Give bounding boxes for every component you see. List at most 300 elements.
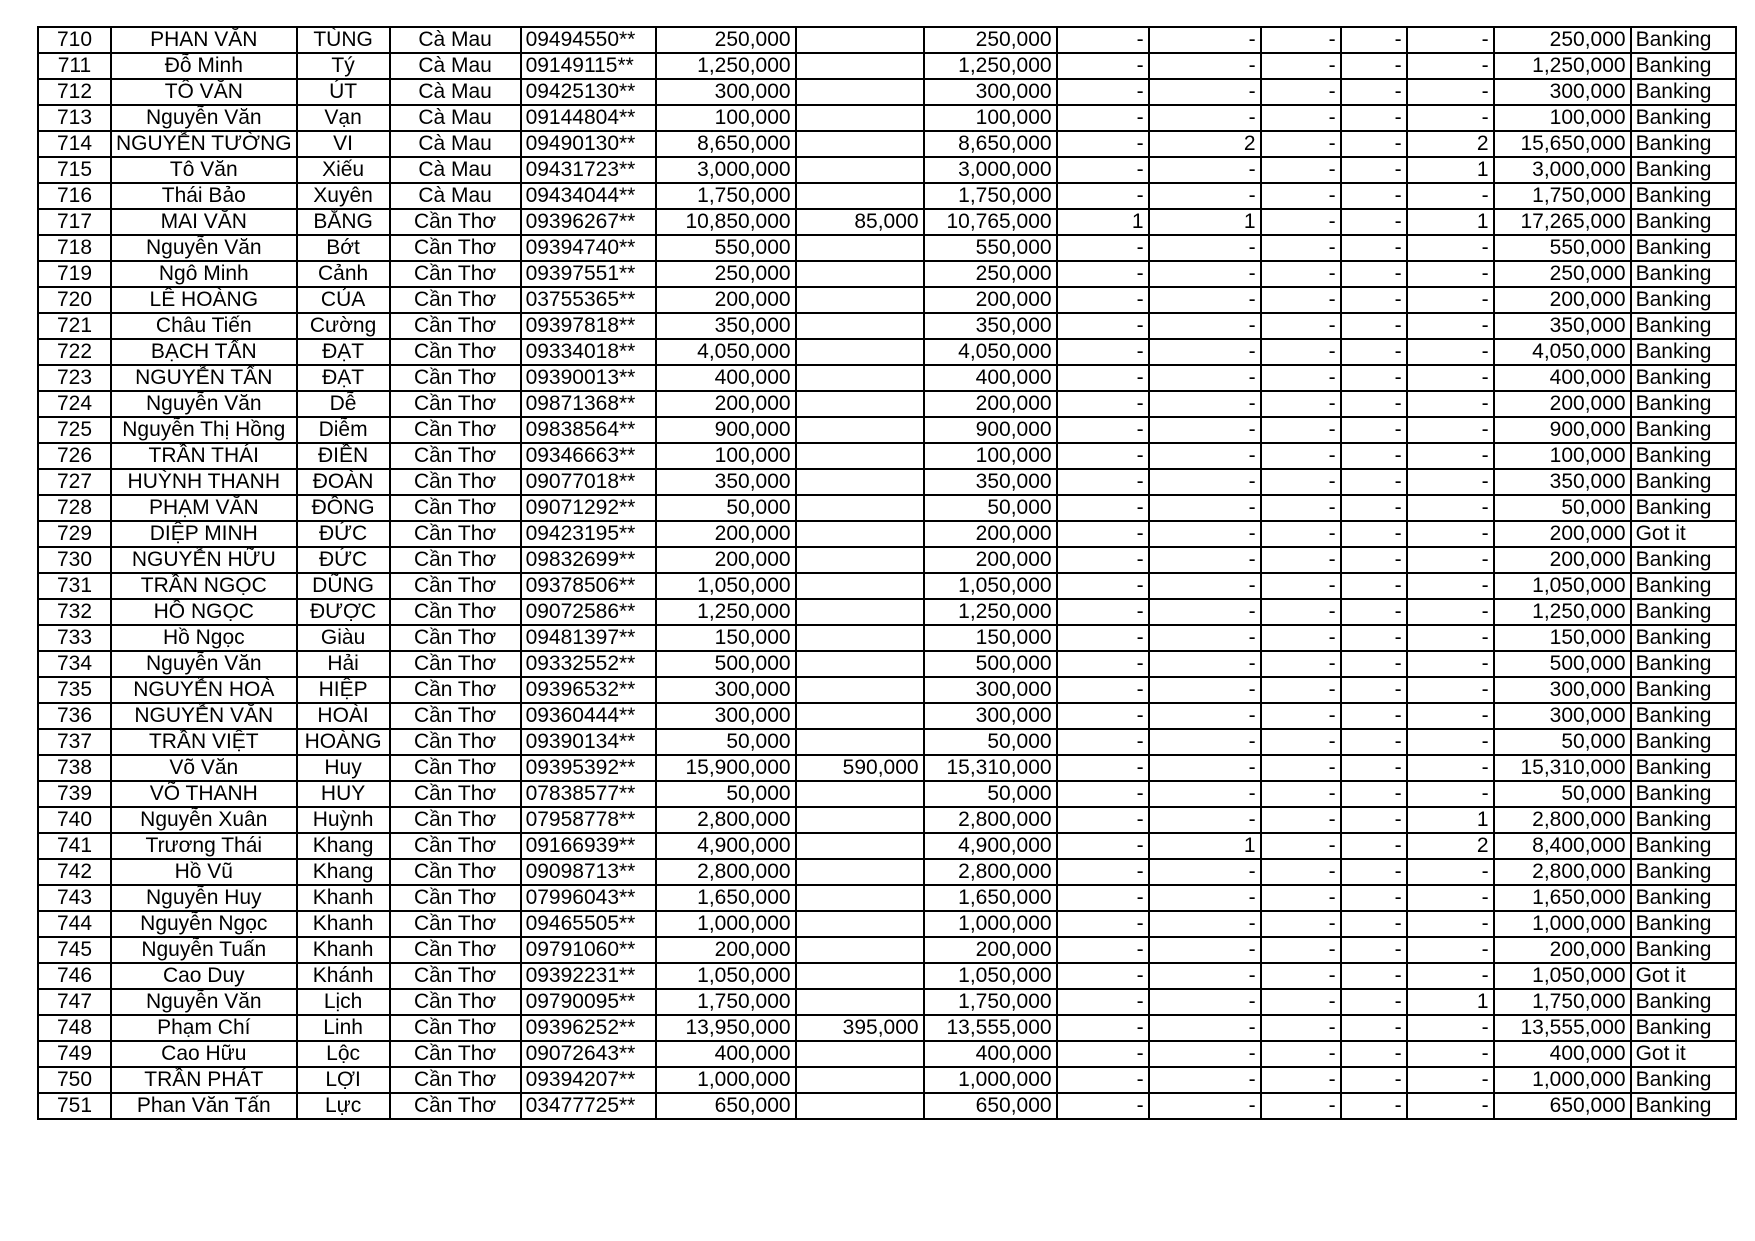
row-number-cell: 748: [38, 1015, 111, 1041]
total-amount-cell: 200,000: [1494, 287, 1631, 313]
payment-method-cell: Banking: [1631, 261, 1736, 287]
surname-given-cell: Võ Văn: [111, 755, 297, 781]
count-d-cell: -: [1341, 651, 1407, 677]
gross-amount-cell: 300,000: [656, 79, 796, 105]
deduction-cell: [796, 131, 924, 157]
count-b-cell: -: [1149, 599, 1261, 625]
surname-given-cell: Nguyễn Huy: [111, 885, 297, 911]
deduction-cell: [796, 963, 924, 989]
count-c-cell: -: [1261, 1093, 1341, 1119]
payment-method-cell: Got it: [1631, 1041, 1736, 1067]
count-e-cell: -: [1407, 963, 1494, 989]
row-number-cell: 716: [38, 183, 111, 209]
surname-given-cell: Đỗ Minh: [111, 53, 297, 79]
table-row: [38, 651, 1736, 677]
count-e-cell: -: [1407, 417, 1494, 443]
total-amount-cell: 15,650,000: [1494, 131, 1631, 157]
gross-amount-cell: 200,000: [656, 937, 796, 963]
row-number-cell: 714: [38, 131, 111, 157]
table-row: [38, 547, 1736, 573]
count-e-cell: -: [1407, 781, 1494, 807]
deduction-cell: [796, 313, 924, 339]
first-name-cell: Khanh: [297, 911, 390, 937]
count-e-cell: -: [1407, 365, 1494, 391]
first-name-cell: HIỆP: [297, 677, 390, 703]
count-c-cell: -: [1261, 313, 1341, 339]
count-c-cell: -: [1261, 521, 1341, 547]
surname-given-cell: TRẦN PHÁT: [111, 1067, 297, 1093]
net-amount-cell: 100,000: [924, 443, 1057, 469]
count-a-cell: -: [1057, 1015, 1149, 1041]
surname-given-cell: Châu Tiến: [111, 313, 297, 339]
count-a-cell: -: [1057, 963, 1149, 989]
total-amount-cell: 2,800,000: [1494, 807, 1631, 833]
count-a-cell: -: [1057, 313, 1149, 339]
surname-given-cell: Hồ Ngọc: [111, 625, 297, 651]
count-b-cell: -: [1149, 729, 1261, 755]
payment-method-cell: Banking: [1631, 885, 1736, 911]
surname-given-cell: NGUYỄN TƯỜNG: [111, 131, 297, 157]
count-d-cell: -: [1341, 1015, 1407, 1041]
row-number-cell: 727: [38, 469, 111, 495]
total-amount-cell: 100,000: [1494, 443, 1631, 469]
count-a-cell: -: [1057, 729, 1149, 755]
count-c-cell: -: [1261, 859, 1341, 885]
count-e-cell: -: [1407, 287, 1494, 313]
total-amount-cell: 350,000: [1494, 313, 1631, 339]
payment-method-cell: Got it: [1631, 963, 1736, 989]
gross-amount-cell: 1,650,000: [656, 885, 796, 911]
count-b-cell: -: [1149, 989, 1261, 1015]
count-b-cell: -: [1149, 1067, 1261, 1093]
gross-amount-cell: 100,000: [656, 443, 796, 469]
surname-given-cell: Tô Văn: [111, 157, 297, 183]
total-amount-cell: 300,000: [1494, 677, 1631, 703]
row-number-cell: 718: [38, 235, 111, 261]
province-cell: Cà Mau: [390, 105, 521, 131]
province-cell: Cần Thơ: [390, 573, 521, 599]
first-name-cell: Xuyên: [297, 183, 390, 209]
count-d-cell: -: [1341, 755, 1407, 781]
count-d-cell: -: [1341, 937, 1407, 963]
payment-method-cell: Banking: [1631, 599, 1736, 625]
count-d-cell: -: [1341, 105, 1407, 131]
province-cell: Cần Thơ: [390, 1067, 521, 1093]
total-amount-cell: 1,750,000: [1494, 183, 1631, 209]
net-amount-cell: 2,800,000: [924, 807, 1057, 833]
row-number-cell: 728: [38, 495, 111, 521]
net-amount-cell: 50,000: [924, 729, 1057, 755]
net-amount-cell: 1,250,000: [924, 53, 1057, 79]
total-amount-cell: 1,250,000: [1494, 53, 1631, 79]
table-row: [38, 261, 1736, 287]
province-cell: Cà Mau: [390, 53, 521, 79]
count-c-cell: -: [1261, 391, 1341, 417]
phone-masked-cell: 09334018**: [521, 339, 656, 365]
count-a-cell: -: [1057, 261, 1149, 287]
first-name-cell: Khang: [297, 859, 390, 885]
surname-given-cell: Nguyễn Tuấn: [111, 937, 297, 963]
count-a-cell: -: [1057, 443, 1149, 469]
count-e-cell: -: [1407, 521, 1494, 547]
surname-given-cell: NGUYỄN TẤN: [111, 365, 297, 391]
count-d-cell: -: [1341, 287, 1407, 313]
count-e-cell: -: [1407, 1041, 1494, 1067]
count-d-cell: -: [1341, 27, 1407, 53]
gross-amount-cell: 150,000: [656, 625, 796, 651]
count-e-cell: -: [1407, 339, 1494, 365]
count-c-cell: -: [1261, 1015, 1341, 1041]
province-cell: Cần Thơ: [390, 833, 521, 859]
phone-masked-cell: 09425130**: [521, 79, 656, 105]
count-b-cell: -: [1149, 573, 1261, 599]
row-number-cell: 712: [38, 79, 111, 105]
count-d-cell: -: [1341, 495, 1407, 521]
first-name-cell: LỢI: [297, 1067, 390, 1093]
count-d-cell: -: [1341, 391, 1407, 417]
total-amount-cell: 3,000,000: [1494, 157, 1631, 183]
count-c-cell: -: [1261, 755, 1341, 781]
total-amount-cell: 500,000: [1494, 651, 1631, 677]
count-d-cell: -: [1341, 911, 1407, 937]
row-number-cell: 747: [38, 989, 111, 1015]
table-row: [38, 131, 1736, 157]
net-amount-cell: 100,000: [924, 105, 1057, 131]
payment-method-cell: Banking: [1631, 313, 1736, 339]
row-number-cell: 734: [38, 651, 111, 677]
row-number-cell: 720: [38, 287, 111, 313]
count-d-cell: -: [1341, 521, 1407, 547]
phone-masked-cell: 09390013**: [521, 365, 656, 391]
total-amount-cell: 2,800,000: [1494, 859, 1631, 885]
count-d-cell: -: [1341, 1093, 1407, 1119]
count-a-cell: -: [1057, 365, 1149, 391]
count-b-cell: -: [1149, 859, 1261, 885]
count-a-cell: -: [1057, 573, 1149, 599]
total-amount-cell: 400,000: [1494, 1041, 1631, 1067]
payment-method-cell: Banking: [1631, 937, 1736, 963]
row-number-cell: 733: [38, 625, 111, 651]
count-b-cell: -: [1149, 703, 1261, 729]
table-row: [38, 443, 1736, 469]
count-b-cell: -: [1149, 287, 1261, 313]
payment-method-cell: Banking: [1631, 27, 1736, 53]
province-cell: Cần Thơ: [390, 1041, 521, 1067]
count-e-cell: 1: [1407, 989, 1494, 1015]
deduction-cell: [796, 339, 924, 365]
net-amount-cell: 4,900,000: [924, 833, 1057, 859]
phone-masked-cell: 09378506**: [521, 573, 656, 599]
table-row: [38, 1015, 1736, 1041]
count-b-cell: -: [1149, 235, 1261, 261]
count-a-cell: -: [1057, 911, 1149, 937]
first-name-cell: HOÀI: [297, 703, 390, 729]
count-e-cell: 1: [1407, 157, 1494, 183]
phone-masked-cell: 09494550**: [521, 27, 656, 53]
count-a-cell: -: [1057, 547, 1149, 573]
net-amount-cell: 1,000,000: [924, 1067, 1057, 1093]
phone-masked-cell: 09390134**: [521, 729, 656, 755]
count-d-cell: -: [1341, 313, 1407, 339]
count-c-cell: -: [1261, 937, 1341, 963]
payment-method-cell: Banking: [1631, 859, 1736, 885]
count-c-cell: -: [1261, 573, 1341, 599]
phone-masked-cell: 09360444**: [521, 703, 656, 729]
province-cell: Cần Thơ: [390, 859, 521, 885]
total-amount-cell: 150,000: [1494, 625, 1631, 651]
total-amount-cell: 200,000: [1494, 937, 1631, 963]
gross-amount-cell: 200,000: [656, 547, 796, 573]
province-cell: Cần Thơ: [390, 677, 521, 703]
count-c-cell: -: [1261, 365, 1341, 391]
payment-method-cell: Banking: [1631, 1067, 1736, 1093]
surname-given-cell: HỒ NGỌC: [111, 599, 297, 625]
first-name-cell: Khánh: [297, 963, 390, 989]
province-cell: Cần Thơ: [390, 339, 521, 365]
count-c-cell: -: [1261, 911, 1341, 937]
first-name-cell: Tý: [297, 53, 390, 79]
count-e-cell: -: [1407, 261, 1494, 287]
province-cell: Cần Thơ: [390, 417, 521, 443]
table-row: [38, 79, 1736, 105]
row-number-cell: 726: [38, 443, 111, 469]
count-c-cell: -: [1261, 807, 1341, 833]
gross-amount-cell: 2,800,000: [656, 807, 796, 833]
count-b-cell: -: [1149, 677, 1261, 703]
net-amount-cell: 350,000: [924, 313, 1057, 339]
first-name-cell: ĐỨC: [297, 521, 390, 547]
count-c-cell: -: [1261, 651, 1341, 677]
count-a-cell: -: [1057, 417, 1149, 443]
gross-amount-cell: 1,750,000: [656, 183, 796, 209]
surname-given-cell: Nguyễn Xuân: [111, 807, 297, 833]
phone-masked-cell: 03477725**: [521, 1093, 656, 1119]
count-e-cell: -: [1407, 651, 1494, 677]
phone-masked-cell: 09394207**: [521, 1067, 656, 1093]
first-name-cell: BẰNG: [297, 209, 390, 235]
province-cell: Cần Thơ: [390, 885, 521, 911]
row-number-cell: 715: [38, 157, 111, 183]
count-a-cell: -: [1057, 287, 1149, 313]
deduction-cell: [796, 261, 924, 287]
count-c-cell: -: [1261, 703, 1341, 729]
phone-masked-cell: 07838577**: [521, 781, 656, 807]
province-cell: Cần Thơ: [390, 235, 521, 261]
count-d-cell: -: [1341, 599, 1407, 625]
count-c-cell: -: [1261, 963, 1341, 989]
count-b-cell: -: [1149, 183, 1261, 209]
net-amount-cell: 1,050,000: [924, 573, 1057, 599]
count-c-cell: -: [1261, 287, 1341, 313]
surname-given-cell: NGUYỄN HỮU: [111, 547, 297, 573]
total-amount-cell: 17,265,000: [1494, 209, 1631, 235]
payment-method-cell: Banking: [1631, 183, 1736, 209]
gross-amount-cell: 400,000: [656, 1041, 796, 1067]
count-a-cell: -: [1057, 1093, 1149, 1119]
first-name-cell: Giàu: [297, 625, 390, 651]
surname-given-cell: NGUYỄN VĂN: [111, 703, 297, 729]
surname-given-cell: TRẦN THÁI: [111, 443, 297, 469]
payout-table: [37, 26, 1737, 1120]
row-number-cell: 750: [38, 1067, 111, 1093]
phone-masked-cell: 09431723**: [521, 157, 656, 183]
gross-amount-cell: 300,000: [656, 677, 796, 703]
net-amount-cell: 250,000: [924, 27, 1057, 53]
surname-given-cell: Ngô Minh: [111, 261, 297, 287]
payment-method-cell: Banking: [1631, 911, 1736, 937]
province-cell: Cà Mau: [390, 157, 521, 183]
phone-masked-cell: 09397818**: [521, 313, 656, 339]
surname-given-cell: Trương Thái: [111, 833, 297, 859]
row-number-cell: 739: [38, 781, 111, 807]
count-e-cell: -: [1407, 1093, 1494, 1119]
row-number-cell: 710: [38, 27, 111, 53]
total-amount-cell: 13,555,000: [1494, 1015, 1631, 1041]
count-e-cell: -: [1407, 79, 1494, 105]
province-cell: Cà Mau: [390, 183, 521, 209]
gross-amount-cell: 4,050,000: [656, 339, 796, 365]
row-number-cell: 725: [38, 417, 111, 443]
count-e-cell: -: [1407, 1015, 1494, 1041]
gross-amount-cell: 4,900,000: [656, 833, 796, 859]
province-cell: Cần Thơ: [390, 599, 521, 625]
net-amount-cell: 200,000: [924, 391, 1057, 417]
first-name-cell: DŨNG: [297, 573, 390, 599]
row-number-cell: 746: [38, 963, 111, 989]
surname-given-cell: Phạm Chí: [111, 1015, 297, 1041]
gross-amount-cell: 1,000,000: [656, 1067, 796, 1093]
row-number-cell: 738: [38, 755, 111, 781]
province-cell: Cần Thơ: [390, 781, 521, 807]
payment-method-cell: Banking: [1631, 131, 1736, 157]
payment-method-cell: Banking: [1631, 781, 1736, 807]
count-a-cell: -: [1057, 79, 1149, 105]
count-d-cell: -: [1341, 833, 1407, 859]
deduction-cell: [796, 183, 924, 209]
count-a-cell: -: [1057, 235, 1149, 261]
gross-amount-cell: 650,000: [656, 1093, 796, 1119]
province-cell: Cần Thơ: [390, 391, 521, 417]
deduction-cell: [796, 781, 924, 807]
first-name-cell: Khang: [297, 833, 390, 859]
deduction-cell: [796, 651, 924, 677]
net-amount-cell: 200,000: [924, 521, 1057, 547]
deduction-cell: [796, 469, 924, 495]
surname-given-cell: TRẦN VIỆT: [111, 729, 297, 755]
count-e-cell: -: [1407, 885, 1494, 911]
count-a-cell: -: [1057, 339, 1149, 365]
first-name-cell: Diễm: [297, 417, 390, 443]
phone-masked-cell: 09791060**: [521, 937, 656, 963]
row-number-cell: 713: [38, 105, 111, 131]
surname-given-cell: Nguyễn Văn: [111, 391, 297, 417]
payment-method-cell: Banking: [1631, 1015, 1736, 1041]
count-c-cell: -: [1261, 1067, 1341, 1093]
total-amount-cell: 900,000: [1494, 417, 1631, 443]
count-c-cell: -: [1261, 339, 1341, 365]
row-number-cell: 729: [38, 521, 111, 547]
count-a-cell: -: [1057, 599, 1149, 625]
net-amount-cell: 13,555,000: [924, 1015, 1057, 1041]
net-amount-cell: 650,000: [924, 1093, 1057, 1119]
net-amount-cell: 300,000: [924, 79, 1057, 105]
net-amount-cell: 250,000: [924, 261, 1057, 287]
net-amount-cell: 4,050,000: [924, 339, 1057, 365]
first-name-cell: Vạn: [297, 105, 390, 131]
count-c-cell: -: [1261, 729, 1341, 755]
count-e-cell: -: [1407, 1067, 1494, 1093]
row-number-cell: 719: [38, 261, 111, 287]
province-cell: Cần Thơ: [390, 469, 521, 495]
phone-masked-cell: 09072586**: [521, 599, 656, 625]
total-amount-cell: 1,050,000: [1494, 963, 1631, 989]
gross-amount-cell: 1,250,000: [656, 53, 796, 79]
table-row: [38, 27, 1736, 53]
gross-amount-cell: 350,000: [656, 313, 796, 339]
first-name-cell: Hải: [297, 651, 390, 677]
deduction-cell: [796, 1093, 924, 1119]
count-e-cell: -: [1407, 53, 1494, 79]
province-cell: Cần Thơ: [390, 703, 521, 729]
payment-method-cell: Banking: [1631, 755, 1736, 781]
count-b-cell: -: [1149, 937, 1261, 963]
count-a-cell: -: [1057, 755, 1149, 781]
net-amount-cell: 1,650,000: [924, 885, 1057, 911]
first-name-cell: ĐỨC: [297, 547, 390, 573]
surname-given-cell: VÕ THANH: [111, 781, 297, 807]
province-cell: Cần Thơ: [390, 1093, 521, 1119]
net-amount-cell: 2,800,000: [924, 859, 1057, 885]
count-e-cell: -: [1407, 547, 1494, 573]
net-amount-cell: 1,000,000: [924, 911, 1057, 937]
count-e-cell: -: [1407, 443, 1494, 469]
count-a-cell: -: [1057, 1041, 1149, 1067]
count-c-cell: -: [1261, 261, 1341, 287]
phone-masked-cell: 09832699**: [521, 547, 656, 573]
gross-amount-cell: 200,000: [656, 391, 796, 417]
count-d-cell: -: [1341, 209, 1407, 235]
count-a-cell: -: [1057, 677, 1149, 703]
deduction-cell: [796, 287, 924, 313]
deduction-cell: 395,000: [796, 1015, 924, 1041]
gross-amount-cell: 400,000: [656, 365, 796, 391]
deduction-cell: [796, 443, 924, 469]
phone-masked-cell: 09490130**: [521, 131, 656, 157]
table-row: [38, 963, 1736, 989]
count-a-cell: -: [1057, 131, 1149, 157]
province-cell: Cần Thơ: [390, 365, 521, 391]
province-cell: Cần Thơ: [390, 261, 521, 287]
gross-amount-cell: 500,000: [656, 651, 796, 677]
count-a-cell: -: [1057, 1067, 1149, 1093]
row-number-cell: 743: [38, 885, 111, 911]
count-b-cell: -: [1149, 1015, 1261, 1041]
first-name-cell: ĐOÀN: [297, 469, 390, 495]
deduction-cell: 590,000: [796, 755, 924, 781]
count-a-cell: -: [1057, 53, 1149, 79]
gross-amount-cell: 250,000: [656, 27, 796, 53]
count-b-cell: -: [1149, 417, 1261, 443]
count-a-cell: 1: [1057, 209, 1149, 235]
row-number-cell: 722: [38, 339, 111, 365]
row-number-cell: 711: [38, 53, 111, 79]
count-b-cell: 1: [1149, 209, 1261, 235]
phone-masked-cell: 09423195**: [521, 521, 656, 547]
table-row: [38, 287, 1736, 313]
gross-amount-cell: 1,000,000: [656, 911, 796, 937]
first-name-cell: TÙNG: [297, 27, 390, 53]
table-row: [38, 235, 1736, 261]
